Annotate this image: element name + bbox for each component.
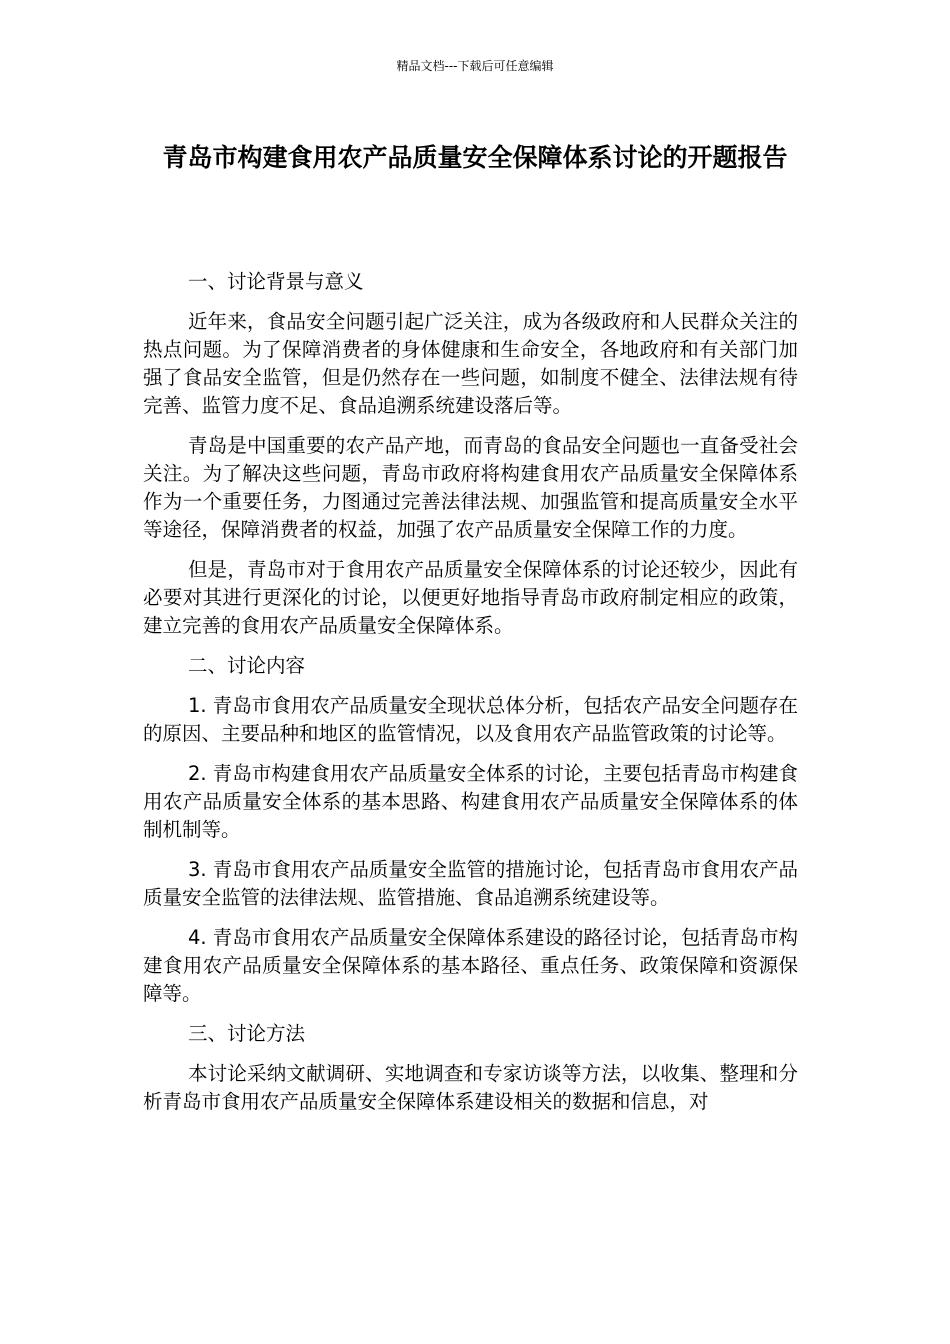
paragraph: 近年来，食品安全问题引起广泛关注，成为各级政府和人民群众关注的热点问题。为了保障消费者的身体健康和生命安全，各地政府和有关部门加强了食品安全监管，但是仍然存在一些问题，如制度不健全、法律法规有待完善、监管力度不足、食品追溯系统建设落后等。 xyxy=(143,310,798,417)
section-heading-method: 三、讨论方法 xyxy=(188,1022,306,1045)
section-heading-background: 一、讨论背景与意义 xyxy=(188,270,364,293)
paragraph: 本讨论采纳文献调研、实地调查和专家访谈等方法，以收集、整理和分析青岛市食用农产品质量安全保障体系建设相关的数据和信息，对 xyxy=(143,1062,798,1113)
paragraph: 但是，青岛市对于食用农产品质量安全保障体系的讨论还较少，因此有必要对其进行更深化的讨论，以便更好地指导青岛市政府制定相应的政策，建立完善的食用农产品质量安全保障体系。 xyxy=(143,558,798,637)
list-item: 4. 青岛市食用农产品质量安全保障体系建设的路径讨论，包括青岛市构建食用农产品质量安全保障体系的基本路径、重点任务、政策保障和资源保障等。 xyxy=(143,926,798,1005)
document-body xyxy=(143,268,798,1128)
header-note: 精品文档---下载后可任意编辑 xyxy=(396,59,554,73)
list-item: 1. 青岛市食用农产品质量安全现状总体分析，包括农产品安全问题存在的原因、主要品种和地区的监管情况，以及食用农产品监管政策的讨论等。 xyxy=(143,694,798,745)
list-item: 3. 青岛市食用农产品质量安全监管的措施讨论，包括青岛市食用农产品质量安全监管的法律法规、监管措施、食品追溯系统建设等。 xyxy=(143,858,798,909)
paragraph: 青岛是中国重要的农产品产地，而青岛的食品安全问题也一直备受社会关注。为了解决这些问题，青岛市政府将构建食用农产品质量安全保障体系作为一个重要任务，力图通过完善法律法规、加强监管和提高质量安全水平等途径，保障消费者的权益，加强了农产品质量安全保障工作的力度。 xyxy=(143,434,798,541)
section-heading-content: 二、讨论内容 xyxy=(188,654,306,677)
document-title: 青岛市构建食用农产品质量安全保障体系讨论的开题报告 xyxy=(162,143,788,172)
list-item: 2. 青岛市构建食用农产品质量安全体系的讨论，主要包括青岛市构建食用农产品质量安全体系的基本思路、构建食用农产品质量安全保障体系的体制机制等。 xyxy=(143,762,798,841)
